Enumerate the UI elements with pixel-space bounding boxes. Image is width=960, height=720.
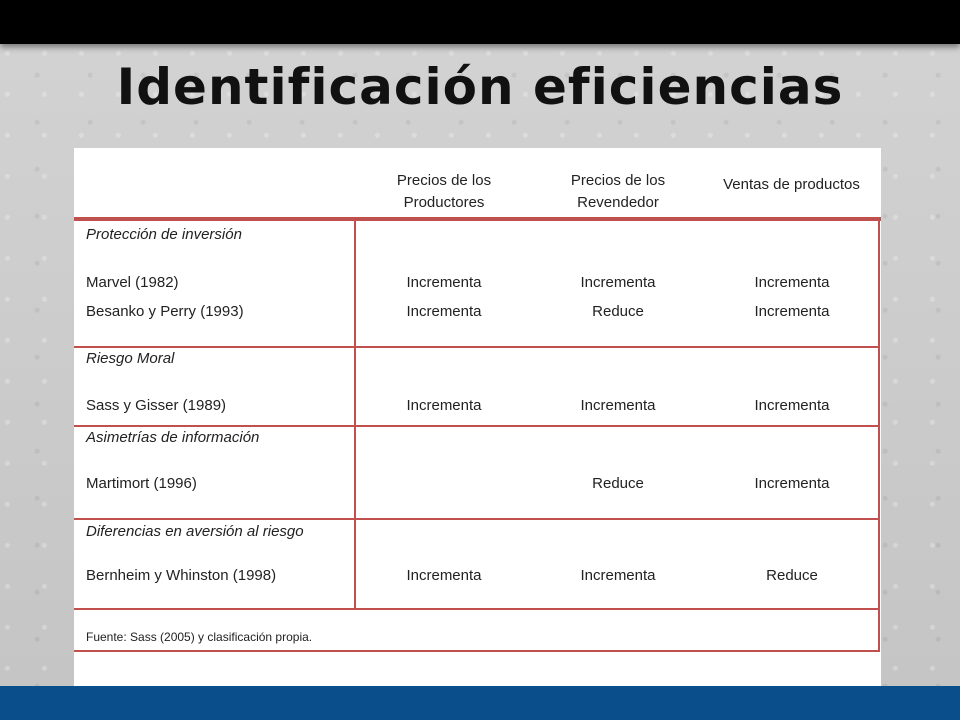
- first-column-divider: [354, 221, 356, 609]
- group-title: Protección de inversión: [86, 226, 242, 243]
- group-title: Riesgo Moral: [86, 350, 175, 367]
- group-title: Asimetrías de información: [86, 429, 260, 446]
- bottom-bar: [0, 686, 960, 720]
- row-value: Incrementa: [580, 397, 656, 414]
- row-value: Incrementa: [754, 274, 830, 291]
- row-label: Bernheim y Whinston (1998): [86, 567, 277, 584]
- group-divider: [74, 346, 880, 348]
- row-value: Incrementa: [580, 274, 656, 291]
- group-title: Diferencias en aversión al riesgo: [86, 523, 304, 540]
- group-divider: [74, 518, 880, 520]
- table-source-note: Fuente: Sass (2005) y clasificación propia.: [86, 630, 313, 644]
- header-divider: [74, 217, 881, 221]
- row-value: Reduce: [766, 567, 818, 584]
- row-value: Incrementa: [754, 303, 830, 320]
- top-bar: [0, 0, 960, 44]
- table-right-border: [878, 221, 880, 652]
- header-precios-productores: Precios de los Productores: [396, 172, 492, 211]
- row-label: Besanko y Perry (1993): [86, 303, 244, 320]
- slide-title: Identificación eficiencias: [116, 58, 844, 116]
- row-value: Incrementa: [580, 567, 656, 584]
- efficiency-table: [74, 148, 881, 686]
- row-value: Reduce: [592, 475, 644, 492]
- group-divider: [74, 425, 880, 427]
- group-divider: [74, 608, 880, 610]
- row-value: Incrementa: [406, 274, 482, 291]
- row-label: Marvel (1982): [86, 274, 179, 291]
- table-bottom-border: [74, 650, 880, 652]
- row-value: Incrementa: [406, 567, 482, 584]
- row-value: Reduce: [592, 303, 644, 320]
- row-value: Incrementa: [406, 303, 482, 320]
- header-precios-revendedor: Precios de los Revendedor: [570, 172, 666, 211]
- row-value: Incrementa: [406, 397, 482, 414]
- row-label: Sass y Gisser (1989): [86, 397, 227, 414]
- row-label: Martimort (1996): [86, 475, 197, 492]
- header-ventas-productos: Ventas de productos: [723, 176, 860, 193]
- row-value: Incrementa: [754, 397, 830, 414]
- row-value: Incrementa: [754, 475, 830, 492]
